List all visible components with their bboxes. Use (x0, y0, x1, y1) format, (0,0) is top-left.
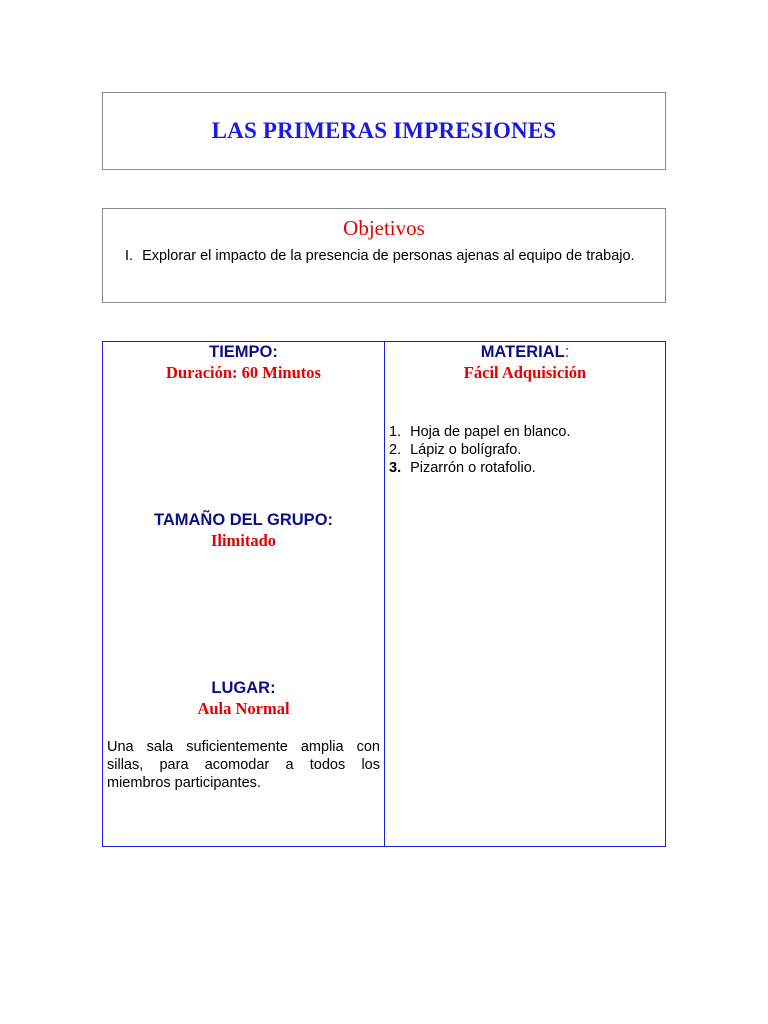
document-title: LAS PRIMERAS IMPRESIONES (211, 118, 557, 143)
material-label (385, 342, 665, 362)
details-table (102, 341, 666, 847)
tiempo-label: TIEMPO: (209, 343, 278, 361)
material-block (385, 342, 665, 384)
grupo-value: Ilimitado (210, 531, 277, 550)
list-item (389, 459, 571, 477)
list-item (389, 441, 571, 459)
material-label-colon: : (564, 343, 570, 361)
lugar-label: LUGAR: (211, 679, 276, 697)
tiempo-value: Duración: 60 Minutos (166, 363, 321, 382)
material-list (389, 423, 571, 477)
list-item-marker: 3. (389, 460, 402, 476)
list-item (389, 423, 571, 441)
lugar-value: Aula Normal (197, 699, 290, 718)
objective-item (125, 248, 635, 264)
title-box (102, 92, 666, 170)
right-column (385, 342, 665, 846)
list-item-text: Pizarrón o rotafolio. (410, 460, 536, 476)
list-item-marker: 1. (389, 424, 402, 440)
lugar-description: Una sala suficientemente amplia con sillas, para acomodar a todos los miembros participantes. (107, 739, 380, 791)
grupo-block (103, 510, 384, 552)
list-item-text: Lápiz o bolígrafo. (410, 442, 522, 458)
grupo-label: TAMAÑO DEL GRUPO: (153, 511, 334, 529)
objective-text: Explorar el impacto de la presencia de personas ajenas al equipo de trabajo. (142, 248, 635, 264)
material-value: Fácil Adquisición (463, 363, 587, 382)
lugar-block (103, 678, 384, 720)
list-item-marker: 2. (389, 442, 402, 458)
list-item-text: Hoja de papel en blanco. (410, 424, 571, 440)
left-column (103, 342, 384, 846)
objectives-box (102, 208, 666, 303)
material-label-text: MATERIAL (480, 343, 565, 361)
objective-marker: I. (125, 248, 134, 264)
tiempo-block (103, 342, 384, 384)
objectives-heading: Objetivos (343, 216, 425, 240)
